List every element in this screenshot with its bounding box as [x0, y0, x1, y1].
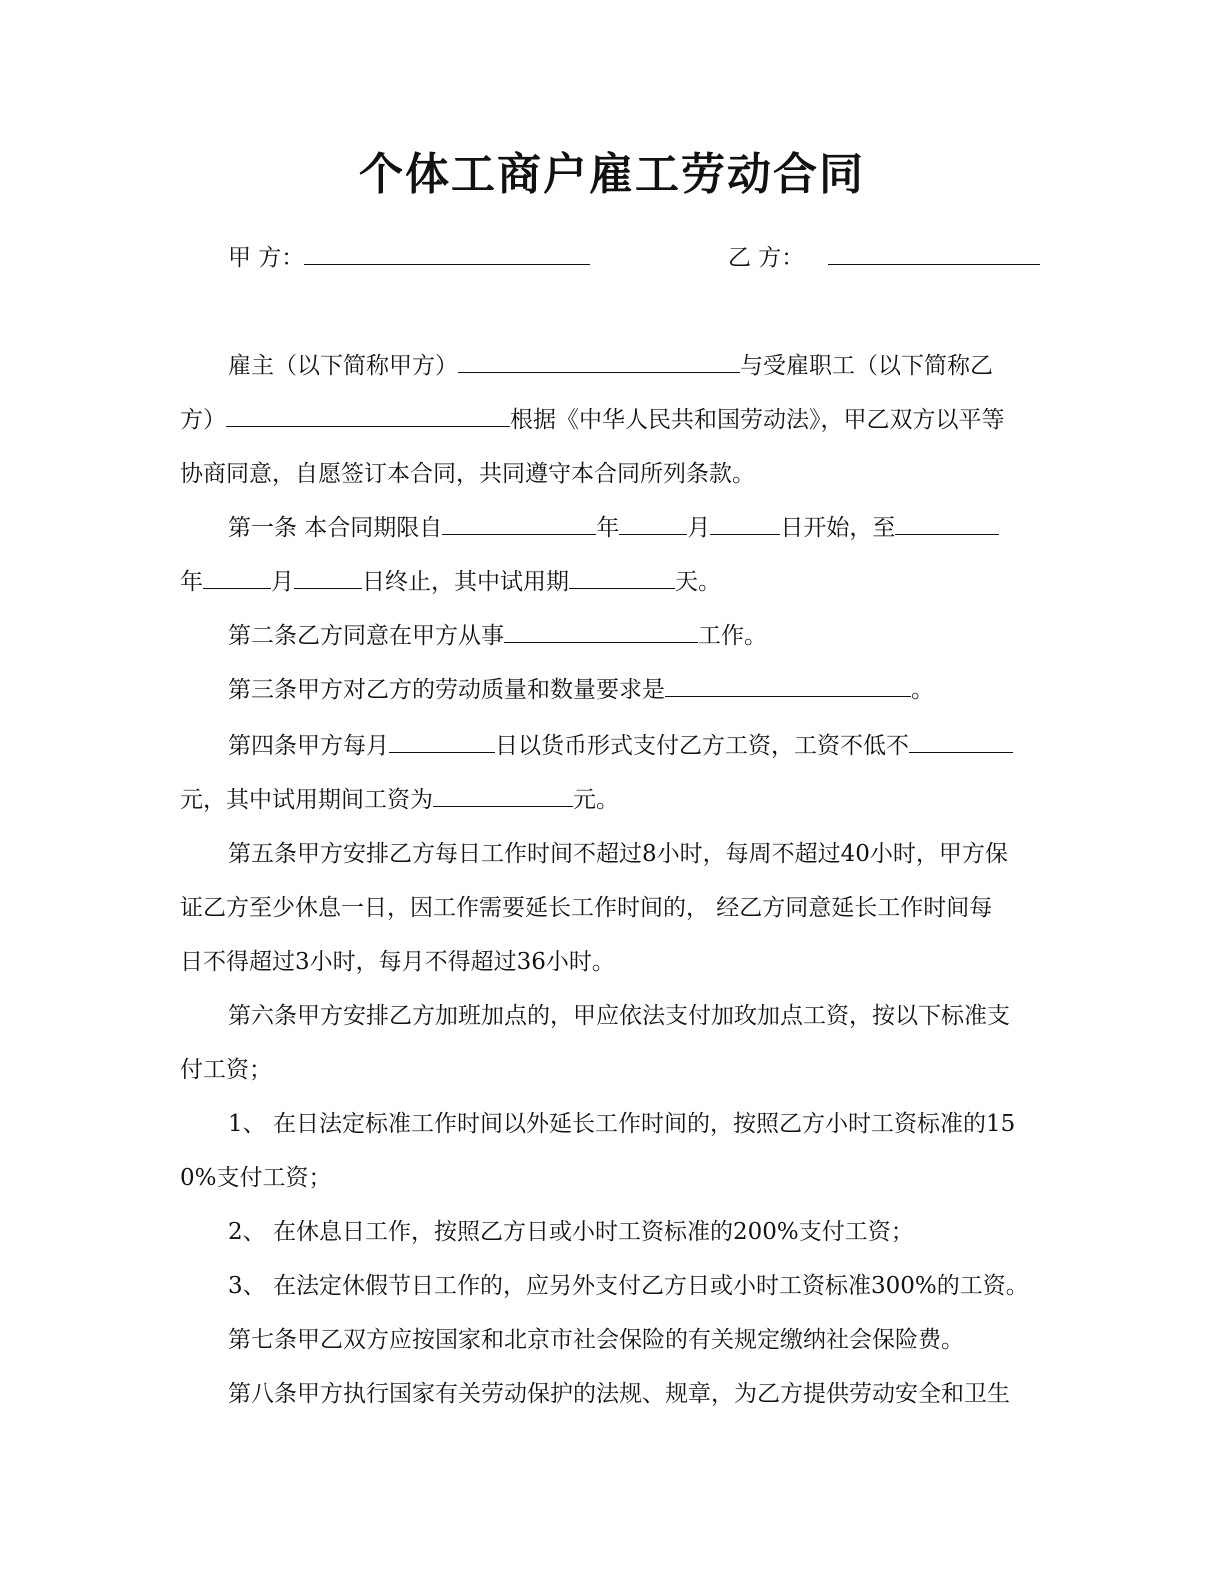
- article-1-line-2: [180, 566, 721, 598]
- article-4-line-1: [228, 730, 1013, 762]
- end-month-blank: [203, 566, 271, 589]
- article-6-item-1-line-1: [228, 1108, 1015, 1140]
- start-month-blank: [619, 512, 687, 535]
- article-6-item-3-text: 3、 在法定休假节日工作的，应另外支付乙方日或小时工资标准300%的工资。: [228, 1273, 1029, 1299]
- article-5-text-3: 日不得超过3小时，每月不得超过36小时。: [180, 949, 615, 975]
- article-6-item-2: [228, 1216, 914, 1248]
- intro-line-1: [228, 350, 993, 382]
- article-8-line: [228, 1378, 1010, 1410]
- article-5-line-3: [180, 946, 615, 978]
- end-year-blank: [895, 512, 999, 535]
- document-title: 个体工商户雇工劳动合同: [359, 149, 865, 200]
- article-7-text: 第七条甲乙双方应按国家和北京市社会保险的有关规定缴纳社会保险费。: [228, 1327, 964, 1353]
- intro-line-2: [180, 404, 1005, 436]
- start-day-blank: [710, 512, 780, 535]
- article-1-text-f: 月: [271, 569, 294, 595]
- article-4-text-b: 日以货币形式支付乙方工资，工资不低不: [495, 733, 909, 759]
- pay-day-blank: [389, 730, 495, 753]
- start-year-blank: [442, 512, 596, 535]
- article-5-text-1: 第五条甲方安排乙方每日工作时间不超过8小时，每周不超过40小时，甲方保: [228, 841, 1008, 867]
- intro-text-3: 协商同意，自愿签订本合同，共同遵守本合同所列条款。: [180, 461, 755, 487]
- article-5-text-2: 证乙方至少休息一日，因工作需要延长工作时间的， 经乙方同意延长工作时间每: [180, 895, 993, 921]
- probation-wage-blank: [433, 784, 573, 807]
- article-4-text-d: 元。: [573, 787, 619, 813]
- employer-blank: [458, 350, 740, 373]
- article-1-text-c: 月: [687, 515, 711, 541]
- party-a-blank: [304, 242, 590, 265]
- employee-blank: [226, 404, 510, 427]
- probation-days-blank: [569, 566, 675, 589]
- article-2-text-b: 工作。: [698, 623, 767, 649]
- article-1-text-g: 日终止，其中试用期: [362, 569, 569, 595]
- article-4-line-2: [180, 784, 619, 816]
- job-blank: [504, 620, 698, 643]
- party-b-line: [728, 242, 1040, 274]
- party-b-blank: [828, 242, 1040, 265]
- intro-text-1b: 与受雇职工（以下简称乙: [740, 353, 993, 379]
- article-1-text-h: 天。: [675, 569, 721, 595]
- quality-requirement-blank: [665, 674, 911, 697]
- article-6-item-1-text-2: 0%支付工资；: [180, 1165, 332, 1191]
- article-8-text: 第八条甲方执行国家有关劳动保护的法规、规章，为乙方提供劳动安全和卫生: [228, 1381, 1010, 1407]
- end-day-blank: [294, 566, 362, 589]
- article-1-text-e: 年: [180, 569, 203, 595]
- article-3-text-b: 。: [911, 677, 934, 703]
- article-6-item-3: [228, 1270, 1029, 1302]
- article-1-text-a: 第一条 本合同期限自: [228, 515, 443, 541]
- article-1-text-b: 年: [596, 515, 620, 541]
- article-2-text-a: 第二条乙方同意在甲方从事: [228, 623, 504, 649]
- article-3-line: [228, 674, 934, 706]
- article-5-line-1: [228, 838, 1008, 870]
- party-a-line: [228, 242, 590, 274]
- article-6-line-1: [228, 1000, 1010, 1032]
- party-a-label: 甲 方：: [228, 245, 305, 271]
- article-6-text-1: 第六条甲方安排乙方加班加点的，甲应依法支付加玫加点工资，按以下标准支: [228, 1003, 1010, 1029]
- article-6-item-2-text: 2、 在休息日工作，按照乙方日或小时工资标准的200%支付工资；: [228, 1219, 914, 1245]
- article-4-text-a: 第四条甲方每月: [228, 733, 389, 759]
- intro-text-1a: 雇主（以下简称甲方）: [228, 353, 458, 379]
- article-5-line-2: [180, 892, 992, 924]
- intro-line-3: [180, 458, 755, 490]
- intro-text-2a: 方）: [180, 407, 226, 433]
- intro-text-2b: 根据《中华人民共和国劳动法》，甲乙双方以平等: [510, 407, 1005, 433]
- article-1-line-1: [228, 512, 999, 544]
- article-6-item-1-text-1: 1、 在日法定标准工作时间以外延长工作时间的，按照乙方小时工资标准的15: [228, 1111, 1016, 1137]
- article-6-line-2: [180, 1054, 272, 1086]
- article-1-text-d: 日开始，至: [780, 515, 896, 541]
- article-7-line: [228, 1324, 964, 1356]
- min-wage-blank: [909, 730, 1013, 753]
- article-3-text-a: 第三条甲方对乙方的劳动质量和数量要求是: [228, 677, 665, 703]
- article-4-text-c: 元，其中试用期间工资为: [180, 787, 433, 813]
- article-2-line: [228, 620, 767, 652]
- article-6-text-2: 付工资；: [180, 1057, 272, 1083]
- article-6-item-1-line-2: [180, 1162, 332, 1194]
- party-b-label: 乙 方：: [728, 245, 805, 271]
